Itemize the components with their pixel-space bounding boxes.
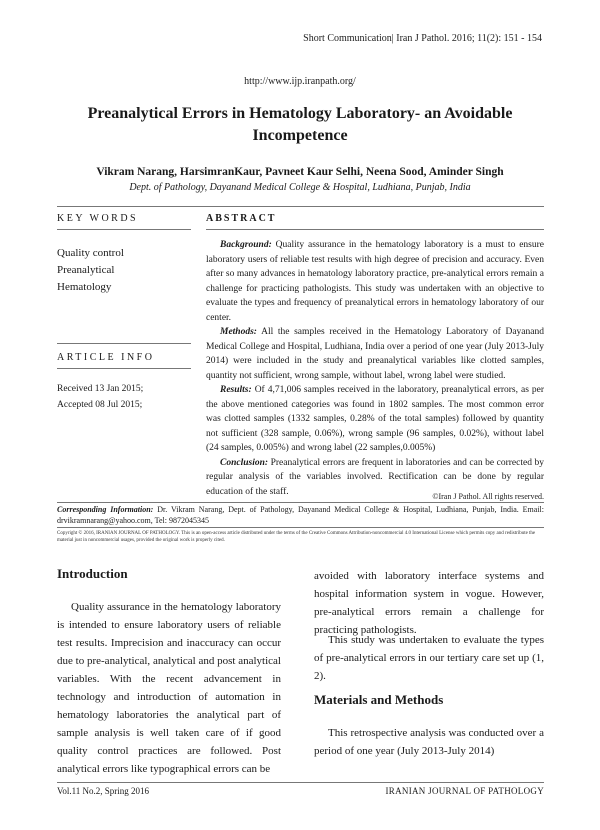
footer-volume: Vol.11 No.2, Spring 2016 [57,786,150,796]
introduction-continued [314,567,544,639]
article-info-top-rule [57,343,191,344]
keyword-list [57,245,124,296]
introduction-heading: Introduction [57,566,128,581]
abstract-bottom-rule [57,502,544,503]
footer-rule [57,782,544,783]
mm-para-1: This retrospective analysis was conducted over a period of one year (July 2013-July 2014) [314,727,544,757]
keyword-item: Quality control [57,247,124,259]
materials-methods-heading: Materials and Methods [314,692,444,707]
introduction-paragraph [57,598,281,778]
corresponding-info [57,504,544,526]
received-date: Received 13 Jan 2015; [57,384,144,394]
background-label: Background: [220,240,272,250]
intro-continuation: avoided with laboratory interface systems and hospital information system in vogue. However, pre-analytical errors remain a challenge for practicing pathologists. [314,570,544,636]
results-label: Results: [220,385,252,395]
article-info-underline [57,368,191,369]
keyword-item: Preanalytical [57,264,115,276]
license-text: Copyright © 2016, IRANIAN JOURNAL OF PATHOLOGY. This is an open-access article distributed under the terms of the Creative Commons Attribution-noncommercial 4.0 International License which permits copy and redistribute the material just in noncommercial usages, provided the original work is properly cited. [57,531,536,543]
results-text: Of 4,71,006 samples received in the laboratory, preanalytical errors, as per the above mentioned categories was found in 1802 samples. The most common error was clotted samples (1332 samples, 0.28% of the total samples) followed by quantity not sufficient (328 sample, 0.06%), wrong sample (96 samples, 0.02%), without label (24 samples, 0.005%) and wrong label (22 samples,0.005%) [206,385,545,453]
article-info-dates [57,381,143,413]
materials-methods-paragraph [314,724,544,760]
methods-label: Methods: [220,327,257,337]
abstract-background [206,238,544,325]
methods-text: All the samples received in the Hematology Laboratory of Dayanand Medical College and Hospital, Ludhiana, India over a period of one year (July 2013-July 2014) were included in the study and preanalytical variables like clotted samples, quantity not sufficient, wrong sample, without label, wrong label were studied. [206,327,544,381]
journal-citation: Short Communication| Iran J Pathol. 2016; 11(2): 151 - 154 [303,33,542,44]
correspondence-rule [57,527,544,528]
footer-journal: IRANIAN JOURNAL OF PATHOLOGY [385,786,544,796]
article-title: Preanalytical Errors in Hematology Laboratory- an Avoidable Incompetence [87,105,513,144]
accepted-date: Accepted 08 Jul 2015; [57,400,143,410]
conclusion-label: Conclusion: [220,457,269,468]
author-affiliation: Dept. of Pathology, Dayanand Medical College & Hospital, Ludhiana, Punjab, India [129,182,471,193]
abstract-methods [206,325,544,383]
journal-url[interactable]: http://www.ijp.iranpath.org/ [244,76,356,87]
abstract-results [206,383,544,456]
rights-notice: ©Iran J Pathol. All rights reserved. [432,492,544,501]
top-divider [57,206,544,207]
article-info-heading: ARTICLE INFO [57,352,155,363]
corresponding-label: Corresponding Information: [57,505,154,514]
author-list: Vikram Narang, HarsimranKaur, Pavneet Kaur Selhi, Neena Sood, Aminder Singh [96,166,504,178]
background-text: Quality assurance in the hematology laboratory is a must to ensure laboratory users of reliable test results with high degree of precision and accuracy. Even after so many advances in hematology laboratory practice, pre-analytical errors remain a challenge for practicing pathologists. This study was undertaken with an objective to evaluate the types and frequency of preanalytical errors in hematology laboratory of our center. [206,240,544,323]
keywords-heading: KEY WORDS [57,213,139,224]
abstract-underline [206,229,544,230]
abstract-heading: ABSTRACT [206,213,277,224]
corresponding-text: Dr. Vikram Narang, Dept. of Pathology, Dayanand Medical College & Hospital, Ludhiana, Punjab, India. Email: drvikramnarang@yahoo.com, Tel: 9872045345 [57,505,544,525]
intro-para-2: This study was undertaken to evaluate the types of pre-analytical errors in our tertiary care set up (1, 2). [314,634,544,682]
keyword-item: Hematology [57,281,112,293]
keywords-underline [57,229,191,230]
abstract-body [206,238,544,499]
intro-para-1: Quality assurance in the hematology laboratory is intended to ensure laboratory users of reliable test results. Imprecision and inaccuracy can occur due to pre-analytical, analytical and post analytical variables. With the recent advancement in technology and introduction of automation in hematology laboratories the analytical part of sample analysis is well taken care of if good quality control practices are followed. Post analytical errors like typographical errors can be [57,601,281,775]
introduction-paragraph-2 [314,631,544,685]
conclusion-text: Preanalytical errors are frequent in laboratories and can be corrected by regular analysis of the variables involved. Rectification can be done by regular education of the staff. [206,457,545,497]
